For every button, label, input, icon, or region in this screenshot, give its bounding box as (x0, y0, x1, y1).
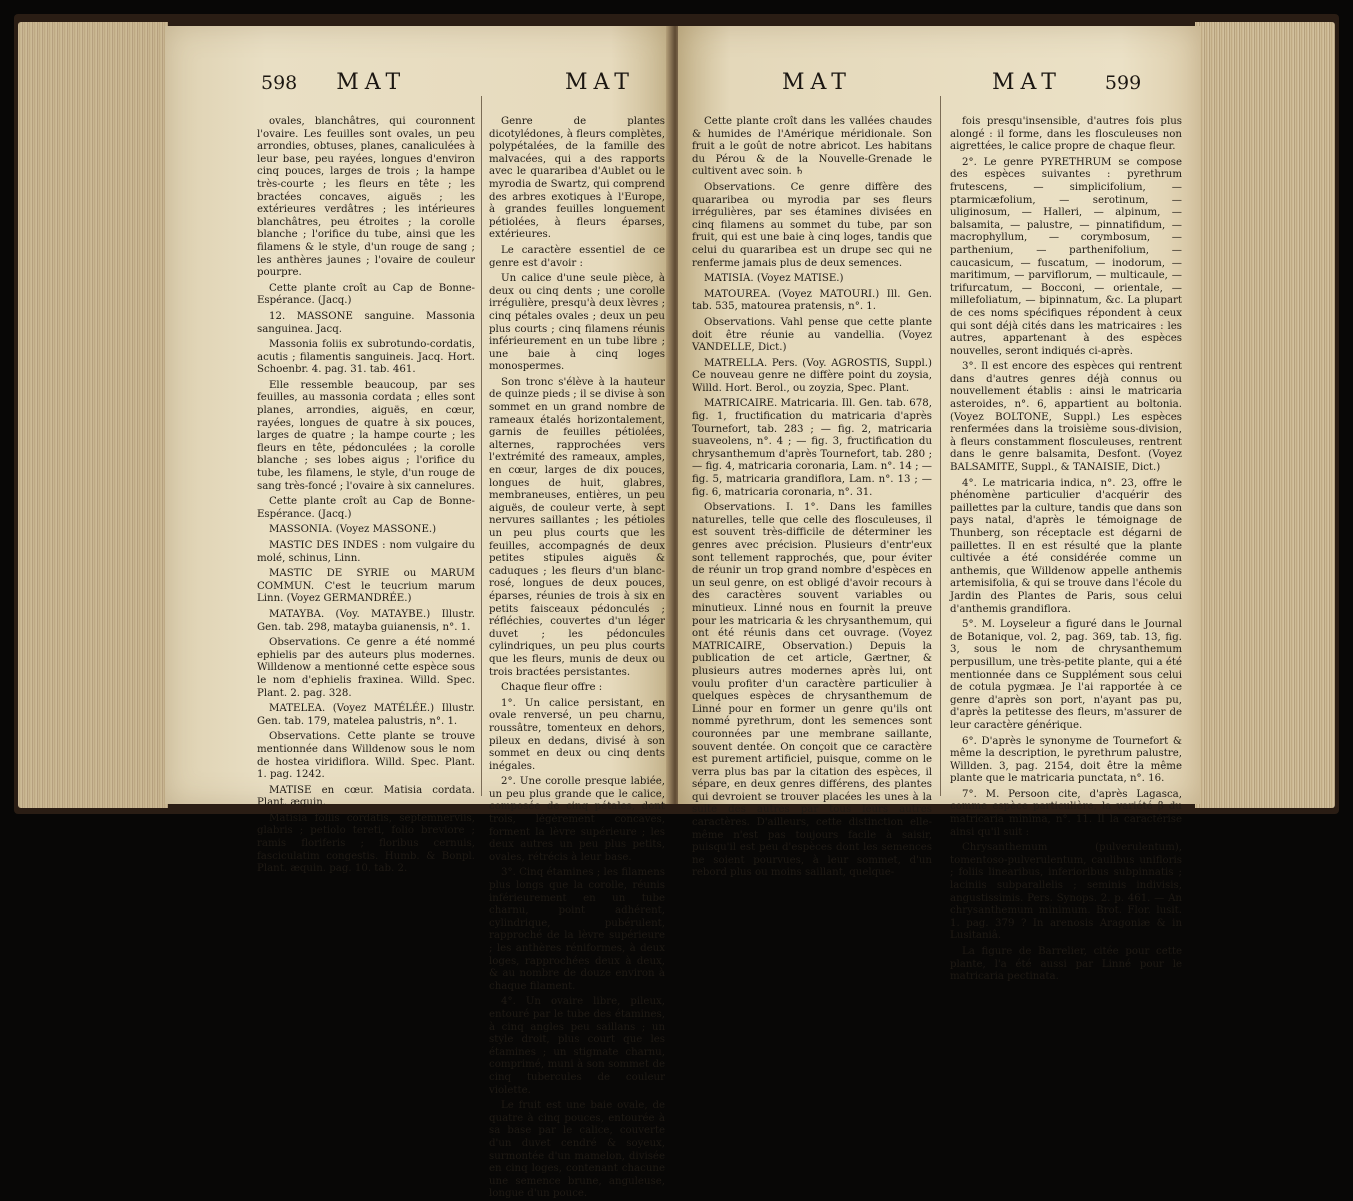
paragraph: 4°. Le matricaria indica, n°. 23, offre le phénomène particulier d'acquérir des paillettes par la culture, tandis que dans son pays natal, d'après le témoignage de Thunberg, son réceptacle est dégarni de paillettes. Il en est résulté que la plante cultivée a été considérée comme un anthemis, que Willdenow appelle anthemis artemisifolia, & qui se trouve dans l'école du Jardin des Plantes de Paris, sous celui d'anthemis grandiflora. (950, 477, 1182, 615)
paragraph: 6°. D'après le synonyme de Tournefort & même la description, le pyrethrum palustre, Willden. 3, pag. 2154, doit être la même plante que le matricaria punctata, n°. 16. (950, 735, 1182, 785)
paragraph: Genre de plantes dicotylédones, à fleurs complètes, polypétalées, de la famille des malvacées, qui a des rapports avec le quararibea d'Aublet ou le myrodia de Swartz, qui comprend des arbres exotiques à l'Europe, à grandes feuilles longuement pétiolées, à fleurs éparses, extérieures. (489, 116, 665, 241)
paragraph: MATOUREA. (Voyez MATOURI.) Ill. Gen. tab. 535, matourea pratensis, n°. 1. (692, 288, 932, 313)
paragraph: MATRICAIRE. Matricaria. Ill. Gen. tab. 678, fig. 1, fructification du matricaria d'après Tournefort, tab. 283 ; — fig. 2, matricaria suaveolens, n°. 4 ; — fig. 3, fructification du chrysanthemum d'après Tournefort, tab. 280 ; — fig. 4, matricaria coronaria, Lam. n°. 14 ; — fig. 5, matricaria grandiflora, Lam. n°. 13 ; — fig. 6, matricaria coronaria, n°. 31. (692, 398, 932, 498)
paragraph: Cette plante croît au Cap de Bonne-Espérance. (Jacq.) (257, 496, 475, 520)
right-column-2 (950, 116, 1182, 983)
right-page (678, 26, 1200, 983)
paragraph: 7°. M. Persoon cite, d'après Lagasca, comme espèce particulière, la variété β du matricaria minima, n°. 11. Il la caractérise ainsi qu'il suit : (950, 788, 1182, 838)
paragraph: Cette plante croît dans les vallées chaudes & humides de l'Amérique méridionale. Son fruit a le goût de notre abricot. Les habitans du Pérou & de la Nouvelle-Grenade le cultivent avec soin. ♄ (692, 116, 932, 178)
paragraph: Observations. Cette plante se trouve mentionnée dans Willdenow sous le nom de hostea viridiflora. Willd. Spec. Plant. 1. pag. 1242. (257, 731, 475, 781)
paragraph: 3°. Il est encore des espèces qui rentrent dans d'autres genres déjà connus ou nouvellement établis : ainsi le matricaria asteroides, n°. 6, appartient au boltonia. (Voyez BOLTONE, Suppl.) Les espèces renfermées dans la troisième sous-division, à fleurs constamment flosculeuses, rentrent dans le genre balsamita, Desfont. (Voyez BALSAMITE, Suppl., & TANAISIE, Dict.) (950, 361, 1182, 474)
paragraph: Matisia foliis cordatis, septemnerviis, glabris ; petiolo tereti, folio breviore ; ramis floriferis ; floribus cernuis, fasciculatim congestis. Humb. & Bonpl. Plant. æquin. pag. 10. tab. 2. (257, 812, 475, 875)
paragraph: MATISE en cœur. Matisia cordata. Plant. æquin. (257, 784, 475, 809)
right-running-head-1: MAT (782, 70, 852, 95)
paragraph: 12. MASSONE sanguine. Massonia sanguinea. Jacq. (257, 310, 475, 335)
left-page-header (261, 70, 406, 110)
paragraph: Observations. Ce genre a été nommé ephielis par des auteurs plus modernes. Willdenow a mentionné cette espèce sous le nom d'ephielis fraxinea. Willd. Spec. Plant. 2. pag. 328. (257, 637, 475, 699)
paragraph: fois presqu'insensible, d'autres fois plus alongé : il forme, dans les flosculeuses non aigrettées, le calice propre de chaque fleur. (950, 116, 1182, 153)
paragraph: 2°. Le genre PYRETHRUM se compose des espèces suivantes : pyrethrum frutescens, — simplicifolium, — ptarmicæfolium, — serotinum, — uliginosum, — Halleri, — alpinum, — balsamita, — palustre, — pinnatifidum, — macrophyllum, — corymbosum, — parthenium, — parthenifolium, — caucasicum, — fuscatum, — inodorum, — maritimum, — parviflorum, — multicaule, — trifurcatum, — Bocconi, — orientale, — millefoliatum, — bipinnatum, &c. La plupart de ces noms spécifiques répondent à ceux qui sont déjà cités dans les matricaires : les autres, appartenant à des espèces nouvelles, seront indiqués ci-après. (950, 156, 1182, 357)
paragraph: La figure de Barrelier, citée pour cette plante, l'a été aussi par Linné pour le matricaria pectinata. (950, 946, 1182, 983)
paragraph: Observations. Vahl pense que cette plante doit être réunie au vandellia. (Voyez VANDELLE, Dict.) (692, 316, 932, 354)
paragraph: Observations. Ce genre diffère des quararibea ou myrodia par ses fleurs irrégulières, par ses étamines divisées en cinq filamens au sommet du tube, par son fruit, qui est une baie à cinq loges, tandis que celui du quararibea est un drupe sec qui ne renferme jamais plus de deux semences. (692, 181, 932, 269)
right-page-header (992, 70, 1141, 110)
paragraph: Massonia foliis ex subrotundo-cordatis, acutis ; filamentis sanguineis. Jacq. Hort. Schoenbr. 4. pag. 31. tab. 461. (257, 339, 475, 376)
left-page (165, 26, 672, 1200)
paragraph: Chaque fleur offre : (501, 682, 603, 694)
column-divider-right (940, 96, 941, 796)
paragraph: MATELEA. (Voyez MATÉLÉE.) Illustr. Gen. tab. 179, matelea palustris, n°. 1. (257, 703, 475, 727)
paragraph: MATISIA. (Voyez MATISE.) (704, 273, 844, 285)
paragraph: Elle ressemble beaucoup, par ses feuilles, au massonia cordata ; elles sont planes, arrondies, aiguës, en cœur, rayées, longues de quatre à six pouces, larges de quatre ; la hampe courte ; les fleurs en tête, pédonculées ; la corolle blanche ; ses lobes aigus ; l'orifice du tube, les filamens, le style, d'un rouge de sang très-foncé ; l'ovaire à six cannelures. (257, 379, 475, 492)
paragraph: Observations. I. 1°. Dans les familles naturelles, telle que celle des flosculeuses, il est souvent très-difficile de déterminer les genres avec précision. Plusieurs d'entr'eux sont tellement rapprochés, que, pour éviter de réunir un trop grand nombre d'espèces en un seul genre, on est obligé d'avoir recours à des caractères souvent variables ou minutieux. Linné nous en fournit la preuve pour les matricaria & les chrysanthemum, qui ont été réunis dans cet ouvrage. (Voyez MATRICAIRE, Observation.) Depuis la publication de cet article, Gærtner, & plusieurs autres modernes après lui, ont voulu profiter d'un caractère particulier à quelques espèces de chrysanthemum de Linné pour en former un genre qu'ils ont nommé pyrethrum, dont les semences sont couronnées par une membrane saillante, souvent dentée. On conçoit que ce caractère est purement artificiel, puisque, comme on le verra plus bas par la citation des espèces, il sépare, en deux genres différens, des plantes qui devroient se trouver placées les unes à la suite des autres par tous leurs autres caractères. D'ailleurs, cette distinction elle-même n'est pas toujours facile à saisir, puisqu'il est peu d'espèces dont les semences ne soient pourvues, à leur sommet, d'un rebord plus ou moins saillant, quelque- (692, 502, 932, 879)
left-page-number: 598 (261, 72, 298, 94)
paragraph: 3°. Cinq étamines ; les filamens plus longs que la corolle, réunis inférieurement en un tube charnu, point adhérent, cylindrique, pubérulent, rapproché de la lèvre supérieure ; les anthères réniformes, à deux loges, rapprochées deux à deux, & au nombre de douze environ à chaque filament. (489, 867, 665, 992)
right-page-number: 599 (1104, 72, 1142, 94)
paragraph: 5°. M. Loyseleur a figuré dans le Journal de Botanique, vol. 2, pag. 369, tab. 13, fig. 3, sous le nom de chrysanthemum perpusillum, une très-petite plante, qui a été mentionnée dans ce Supplément sous celui de cotula pygmæa. Je l'ai rapportée à ce genre d'après son port, n'ayant pas pu, d'après la petitesse des fleurs, m'assurer de leur caractère générique. (950, 619, 1182, 731)
right-page-header-left (782, 70, 852, 110)
paragraph: Le fruit est une baie ovale, de quatre à cinq pouces, entourée à sa base par le calice, couverte d'un duvet cendré & soyeux, surmontée d'un mamelon, divisée en cinq loges, contenant chacune une semence brune, anguleuse, longue d'un pouce. (489, 1100, 665, 1200)
column-divider (481, 96, 482, 796)
right-column-1 (692, 116, 932, 879)
left-column-2 (489, 116, 665, 1200)
paragraph: Cette plante croît au Cap de Bonne-Espérance. (Jacq.) (257, 282, 475, 307)
paragraph: MATAYBA. (Voy. MATAYBE.) Illustr. Gen. tab. 298, matayba guianensis, n°. 1. (257, 608, 475, 633)
paragraph: ovales, blanchâtres, qui couronnent l'ovaire. Les feuilles sont ovales, un peu arrondies, obtuses, planes, canaliculées à leur base, peu rayées, longues d'environ cinq pouces, larges de trois ; la hampe très-courte ; les fleurs en tête ; les bractées concaves, aiguës ; les extérieures verdâtres ; les intérieures blanchâtres, peu étroites ; la corolle blanche ; l'orifice du tube, ainsi que les filamens & le style, d'un rouge de sang ; les anthères jaunes ; l'ovaire de couleur pourpre. (257, 116, 475, 279)
left-page-edges (18, 22, 168, 808)
paragraph: 4°. Un ovaire libre, pileux, entouré par le tube des étamines, à cinq angles peu saillans ; un style droit, plus court que les étamines ; un stigmate charnu, comprimé, muni à son sommet de cinq tubercules de couleur violette. (489, 996, 665, 1096)
paragraph: 2°. Une corolle presque labiée, un peu plus grande que le calice, composée de cinq pétales, dont trois, légèrement concaves, forment la lèvre supérieure ; les deux autres un peu plus petits, ovales, rétrécis à leur base. (489, 776, 665, 863)
right-page-edges (1195, 22, 1335, 808)
paragraph: 1°. Un calice persistant, en ovale renversé, un peu charnu, roussâtre, tomenteux en dehors, pileux en dedans, divisé à son sommet en deux ou cinq dents inégales. (489, 697, 665, 772)
paragraph: MASSONIA. (Voyez MASSONE.) (269, 524, 437, 536)
left-running-head: MAT (336, 70, 407, 95)
paragraph: MASTIC DES INDES : nom vulgaire du molé, schinus, Linn. (257, 540, 475, 564)
paragraph: Un calice d'une seule pièce, à deux ou cinq dents ; une corolle irrégulière, presqu'à deux lèvres ; cinq pétales ovales ; deux un peu plus courts ; cinq filamens réunis inférieurement en un tube libre ; une baie à cinq loges monospermes. (489, 273, 665, 373)
left-column-1 (257, 116, 475, 875)
left-running-head-2: MAT (565, 70, 635, 95)
paragraph: Chrysanthemum (pulverulentum), tomentoso-pulverulentum, caulibus unifloris ; foliis linearibus, inferioribus subpinnatis ; laciniis subparallelis ; seminis indivisis, angustissimis. Pers. Synops. 2. p. 461. — An chrysanthemum minimum. Brot. Flor. lusit. 1. pag. 379 ? In arenosis Aragoniæ & in Lusitaniâ. (950, 842, 1182, 942)
left-page-header-right (565, 70, 635, 110)
paragraph: Son tronc s'élève à la hauteur de quinze pieds ; il se divise à son sommet en un grand nombre de rameaux étalés horizontalement, garnis de feuilles pétiolées, alternes, rapprochées vers l'extrémité des rameaux, amples, en cœur, larges de dix pouces, longues de huit, glabres, membraneuses, entières, un peu aiguës, de couleur verte, à sept nervures saillantes ; les pétioles un peu plus courts que les feuilles, accompagnés de deux petites stipules aiguës & caduques ; les fleurs d'un blanc-rosé, longues de deux pouces, éparses, réunies de trois à six en petits faisceaux pédonculés ; réfléchies, couvertes d'un léger duvet ; les pédoncules cylindriques, un peu plus courts que les fleurs, munis de deux ou trois bractées persistantes. (489, 376, 665, 678)
right-running-head: MAT (992, 70, 1062, 95)
paragraph: Le caractère essentiel de ce genre est d'avoir : (489, 244, 665, 269)
paragraph: MATRELLA. Pers. (Voy. AGROSTIS, Suppl.) Ce nouveau genre ne diffère point du zoysia, Willd. Hort. Berol., ou zoyzia, Spec. Plant. (692, 357, 932, 394)
paragraph: MASTIC DE SYRIE ou MARUM COMMUN. C'est le teucrium marum Linn. (Voyez GERMANDRÉE.) (257, 568, 475, 605)
